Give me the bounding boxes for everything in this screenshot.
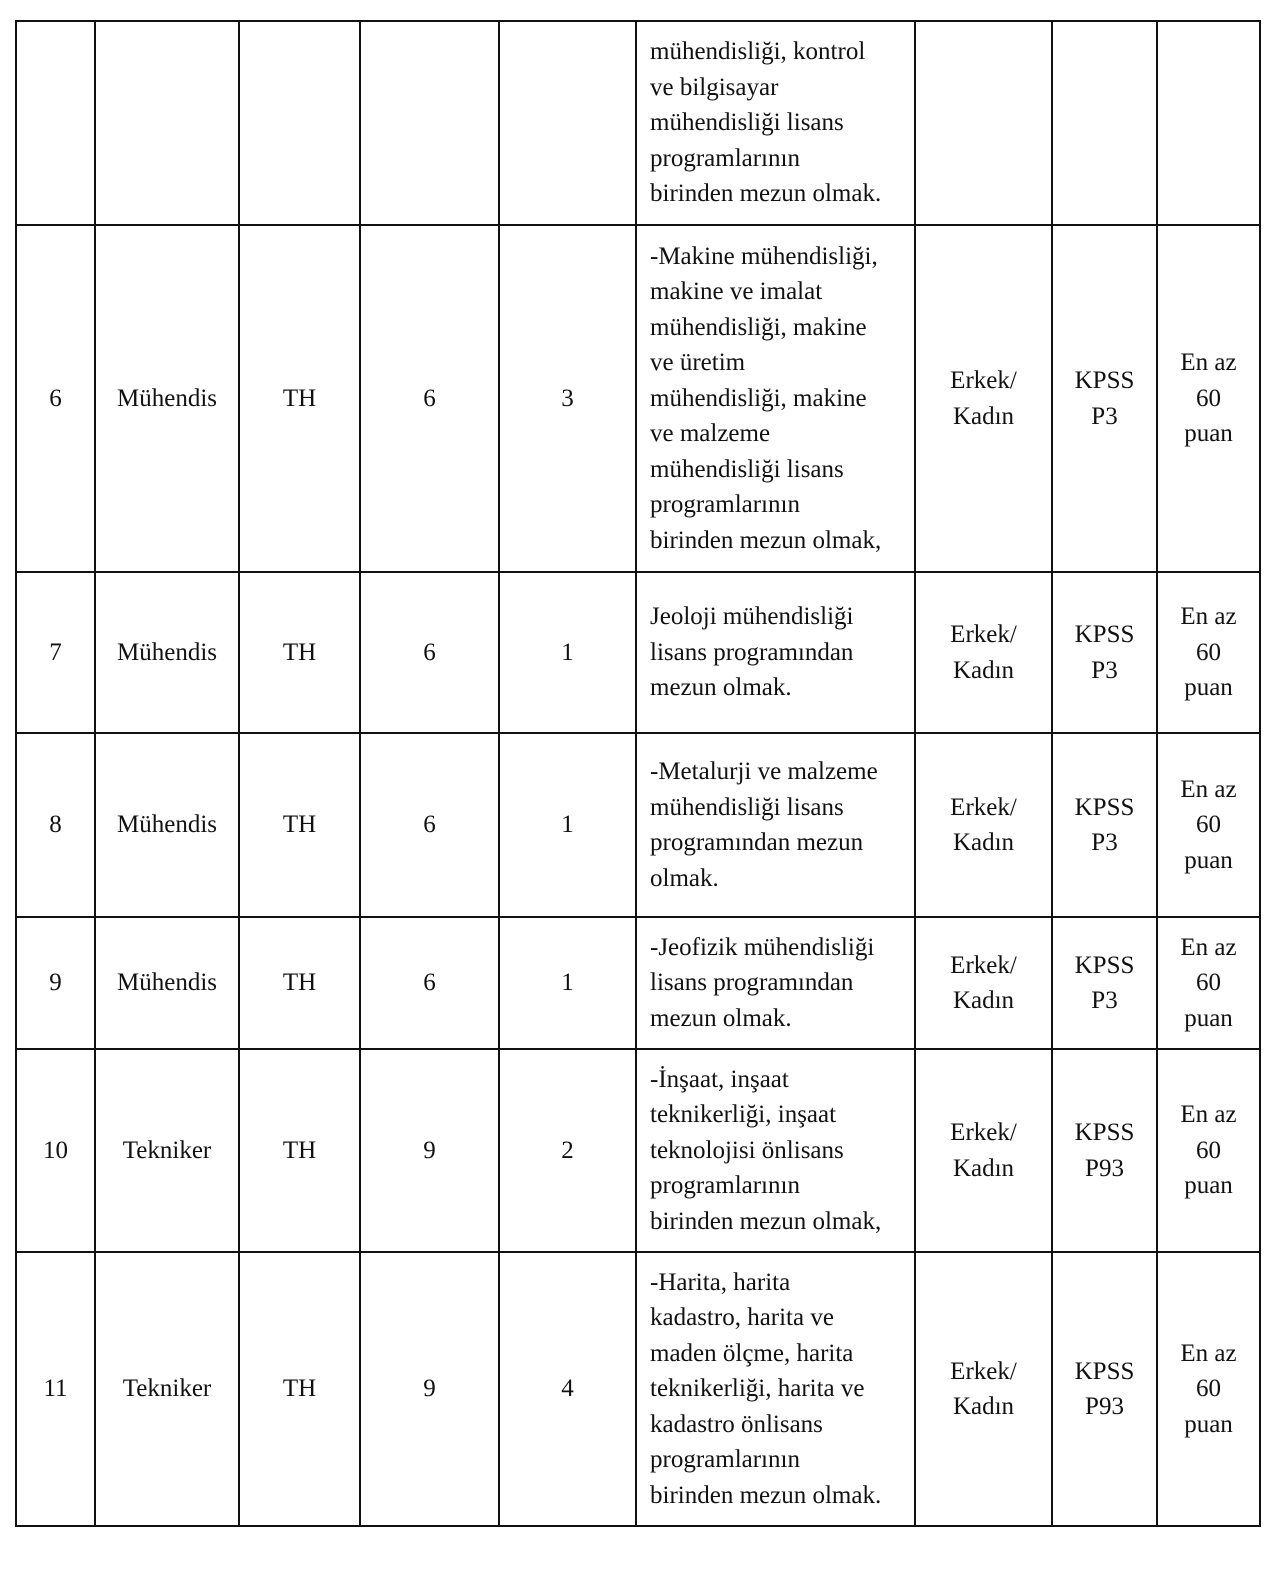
gender-line: Erkek/ [950, 1119, 1017, 1146]
qualification-line: mezun olmak. [650, 674, 792, 702]
exam-line: P3 [1091, 402, 1118, 430]
gender-line: Erkek/ [950, 951, 1017, 979]
gender-line: Kadın [952, 987, 1015, 1014]
score-line: puan [1184, 846, 1233, 874]
qualification-line: birinden mezun olmak, [650, 526, 882, 554]
grade-cell: 6 [360, 733, 499, 917]
qualification-line: birinden mezun olmak. [650, 180, 882, 208]
row-number-cell: 8 [16, 733, 95, 917]
count-cell: 3 [499, 225, 636, 572]
score-line: En az [1180, 775, 1237, 803]
qualification-line: mühendisliği lisans [650, 109, 844, 137]
grade-cell [360, 21, 499, 225]
score-line: puan [1184, 1004, 1233, 1032]
gender-cell [915, 1049, 1052, 1252]
qualification-line: teknikerliği, inşaat [650, 1101, 837, 1129]
exam-line: KPSS [1074, 951, 1135, 979]
exam-cell [1052, 1049, 1157, 1252]
qualification-cell [636, 572, 915, 733]
gender-line: Kadın [952, 402, 1015, 430]
count-cell: 1 [499, 917, 636, 1049]
qualification-line: teknikerliği, harita ve [650, 1375, 865, 1403]
score-line: En az [1180, 1339, 1237, 1367]
qualification-line: mezun olmak. [650, 1004, 792, 1032]
grade-cell: 6 [360, 572, 499, 733]
qualification-line: mühendisliği, makine [650, 384, 867, 412]
count-cell: 4 [499, 1252, 636, 1526]
score-cell [1157, 572, 1260, 733]
gender-cell [915, 225, 1052, 572]
qualification-line: makine ve imalat [650, 278, 823, 306]
gender-line: Kadın [952, 829, 1015, 856]
grade-cell: 9 [360, 1049, 499, 1252]
exam-cell [1052, 1252, 1157, 1526]
row-number-cell: 6 [16, 225, 95, 572]
position-title-cell: Mühendis [95, 917, 239, 1049]
score-line: En az [1180, 603, 1237, 631]
qualification-cell [636, 917, 915, 1049]
qualification-line: ve üretim [650, 349, 746, 377]
table-row [16, 1049, 1260, 1252]
qualification-line: -Makine mühendisliği, [650, 242, 878, 270]
gender-line: Erkek/ [950, 793, 1017, 821]
qualification-cell [636, 1252, 915, 1526]
class-cell: TH [239, 917, 360, 1049]
exam-cell [1052, 21, 1157, 225]
table-row [16, 917, 1260, 1049]
exam-line: KPSS [1074, 621, 1135, 648]
gender-line: Kadın [952, 1393, 1015, 1420]
qualification-line: ve bilgisayar [650, 73, 779, 101]
row-number-cell [16, 21, 95, 225]
position-title-cell: Mühendis [95, 572, 239, 733]
gender-cell [915, 1252, 1052, 1526]
gender-line: Kadın [952, 1154, 1015, 1182]
qualification-line: programlarının [650, 1446, 800, 1474]
qualification-cell [636, 21, 915, 225]
row-number-cell: 11 [16, 1252, 95, 1526]
gender-line: Kadın [952, 656, 1015, 684]
position-title-cell [95, 21, 239, 225]
gender-line: Erkek/ [950, 621, 1017, 648]
score-line: 60 [1196, 1375, 1221, 1403]
count-cell: 1 [499, 572, 636, 733]
exam-line: P93 [1085, 1154, 1124, 1182]
qualification-line: mühendisliği, kontrol [650, 38, 866, 66]
score-line: puan [1184, 1410, 1233, 1438]
exam-cell [1052, 225, 1157, 572]
gender-cell [915, 572, 1052, 733]
qualification-line: teknolojisi önlisans [650, 1136, 844, 1164]
row-number-cell: 7 [16, 572, 95, 733]
count-cell: 2 [499, 1049, 636, 1252]
score-cell [1157, 21, 1260, 225]
exam-line: P3 [1091, 656, 1118, 684]
qualification-line: olmak. [650, 864, 719, 892]
score-line: puan [1184, 420, 1233, 448]
class-cell [239, 21, 360, 225]
exam-line: P93 [1085, 1393, 1124, 1420]
score-line: 60 [1196, 811, 1221, 839]
qualification-line: mühendisliği lisans [650, 793, 844, 821]
exam-cell [1052, 917, 1157, 1049]
class-cell: TH [239, 1049, 360, 1252]
qualification-line: -İnşaat, inşaat [650, 1065, 789, 1093]
score-cell [1157, 733, 1260, 917]
table-row [16, 572, 1260, 733]
gender-cell [915, 733, 1052, 917]
position-title-cell: Mühendis [95, 225, 239, 572]
class-cell: TH [239, 733, 360, 917]
qualification-line: maden ölçme, harita [650, 1339, 854, 1367]
qualification-line: mühendisliği, makine [650, 313, 867, 341]
qualification-cell [636, 1049, 915, 1252]
class-cell: TH [239, 225, 360, 572]
exam-line: KPSS [1074, 1357, 1135, 1385]
score-cell [1157, 917, 1260, 1049]
class-cell: TH [239, 572, 360, 733]
grade-cell: 6 [360, 225, 499, 572]
exam-cell [1052, 733, 1157, 917]
qualification-line: programlarının [650, 1172, 800, 1200]
table-row [16, 1252, 1260, 1526]
score-line: En az [1180, 933, 1237, 961]
score-line: En az [1180, 349, 1237, 377]
score-cell [1157, 1049, 1260, 1252]
gender-line: Erkek/ [950, 367, 1017, 394]
qualification-line: -Harita, harita [650, 1268, 791, 1296]
exam-line: KPSS [1074, 793, 1135, 821]
score-cell [1157, 225, 1260, 572]
score-line: 60 [1196, 969, 1221, 997]
table-row [16, 21, 1260, 225]
gender-line: Erkek/ [950, 1357, 1017, 1385]
qualification-line: kadastro, harita ve [650, 1304, 834, 1332]
qualification-line: -Metalurji ve malzeme [650, 758, 878, 785]
score-line: 60 [1196, 384, 1221, 412]
score-line: puan [1184, 1172, 1233, 1200]
qualification-cell [636, 225, 915, 572]
qualification-line: birinden mezun olmak. [650, 1481, 882, 1509]
position-title-cell: Mühendis [95, 733, 239, 917]
qualification-line: kadastro önlisans [650, 1410, 823, 1438]
exam-line: KPSS [1074, 367, 1135, 394]
score-cell [1157, 1252, 1260, 1526]
count-cell [499, 21, 636, 225]
score-line: 60 [1196, 638, 1221, 666]
exam-line: P3 [1091, 829, 1118, 856]
qualification-line: programından mezun [650, 829, 864, 856]
count-cell: 1 [499, 733, 636, 917]
qualification-line: programlarının [650, 491, 800, 519]
table-row [16, 733, 1260, 917]
qualification-line: lisans programından [650, 638, 854, 666]
gender-cell [915, 21, 1052, 225]
class-cell: TH [239, 1252, 360, 1526]
row-number-cell: 9 [16, 917, 95, 1049]
position-title-cell: Tekniker [95, 1049, 239, 1252]
qualification-line: -Jeofizik mühendisliği [650, 933, 875, 961]
qualification-line: mühendisliği lisans [650, 455, 844, 483]
positions-table [15, 20, 1261, 1527]
qualification-line: ve malzeme [650, 420, 771, 448]
exam-cell [1052, 572, 1157, 733]
exam-line: P3 [1091, 987, 1118, 1014]
qualification-line: programlarının [650, 144, 800, 172]
table-body [16, 21, 1260, 1526]
grade-cell: 9 [360, 1252, 499, 1526]
position-title-cell: Tekniker [95, 1252, 239, 1526]
score-line: En az [1180, 1101, 1237, 1129]
exam-line: KPSS [1074, 1119, 1135, 1146]
grade-cell: 6 [360, 917, 499, 1049]
score-line: puan [1184, 674, 1233, 702]
row-number-cell: 10 [16, 1049, 95, 1252]
qualification-line: Jeoloji mühendisliği [650, 603, 854, 631]
score-line: 60 [1196, 1136, 1221, 1164]
qualification-cell [636, 733, 915, 917]
table-row [16, 225, 1260, 572]
gender-cell [915, 917, 1052, 1049]
qualification-line: birinden mezun olmak, [650, 1207, 882, 1235]
qualification-line: lisans programından [650, 969, 854, 997]
